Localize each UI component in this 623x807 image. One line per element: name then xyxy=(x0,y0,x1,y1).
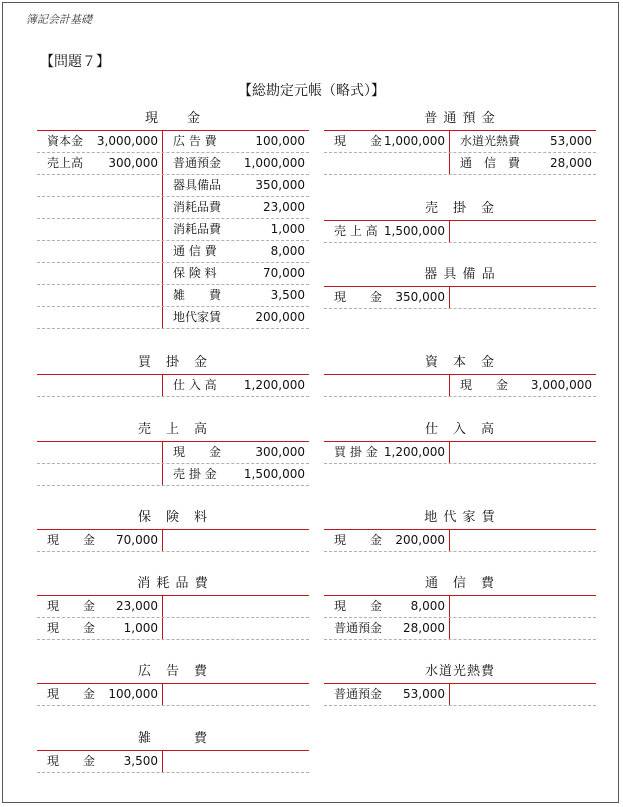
debit-amount: 1,200,000 xyxy=(383,445,445,459)
debit-amount: 8,000 xyxy=(410,599,445,613)
ledger-account-uriage xyxy=(37,419,309,486)
ledger-row xyxy=(37,307,309,329)
ledger-row xyxy=(37,175,309,197)
debit-cell xyxy=(37,175,162,196)
credit-cell xyxy=(163,751,309,772)
ledger-row xyxy=(324,221,596,243)
debit-account-name: 現 金 xyxy=(334,599,383,613)
debit-amount: 23,000 xyxy=(116,599,158,613)
debit-cell xyxy=(37,241,162,262)
debit-account-name: 現 金 xyxy=(334,134,383,148)
debit-cell xyxy=(324,618,449,639)
debit-cell xyxy=(324,684,449,705)
t-account-body xyxy=(37,529,309,552)
account-title: 保 険 料 xyxy=(137,510,208,525)
t-account-body xyxy=(324,374,596,397)
credit-cell xyxy=(163,153,309,174)
debit-account-name: 資本金 xyxy=(47,134,84,148)
ledger-row xyxy=(37,442,309,464)
debit-amount: 70,000 xyxy=(116,533,158,547)
ledger-account-urikake xyxy=(324,198,596,243)
account-title: 現 金 xyxy=(144,111,201,126)
debit-account-name: 売上高 xyxy=(47,156,84,170)
debit-cell xyxy=(37,530,162,551)
credit-account-name: 通 信 費 xyxy=(460,156,521,170)
credit-account-name: 広 告 費 xyxy=(173,134,217,148)
ledger-account-zappi xyxy=(37,728,309,773)
credit-amount: 1,000,000 xyxy=(243,156,305,170)
problem-label: 【問題７】 xyxy=(40,54,110,70)
debit-cell xyxy=(324,287,449,308)
debit-cell xyxy=(37,219,162,240)
ledger-row xyxy=(37,751,309,773)
credit-cell xyxy=(163,131,309,152)
debit-cell xyxy=(37,464,162,485)
credit-amount: 1,500,000 xyxy=(243,467,305,481)
credit-amount: 28,000 xyxy=(550,156,592,170)
credit-cell xyxy=(163,618,309,639)
credit-amount: 70,000 xyxy=(263,266,305,280)
account-title: 広 告 費 xyxy=(137,664,208,679)
debit-cell xyxy=(37,684,162,705)
debit-cell xyxy=(37,263,162,284)
ledger-account-shiire xyxy=(324,419,596,464)
debit-amount: 350,000 xyxy=(395,290,445,304)
ledger-title: 【総勘定元帳（略式）】 xyxy=(238,83,385,99)
t-account-body xyxy=(37,683,309,706)
debit-amount: 200,000 xyxy=(395,533,445,547)
account-title: 通 信 費 xyxy=(424,576,495,591)
credit-amount: 300,000 xyxy=(255,445,305,459)
debit-cell xyxy=(324,153,449,174)
credit-account-name: 保 険 料 xyxy=(173,266,217,280)
ledger-account-hoken xyxy=(37,507,309,552)
credit-account-name: 雑 費 xyxy=(173,288,222,302)
credit-account-name: 水道光熱費 xyxy=(460,134,521,148)
credit-amount: 8,000 xyxy=(270,244,305,258)
ledger-row xyxy=(37,241,309,263)
ledger-row xyxy=(37,618,309,640)
debit-amount: 28,000 xyxy=(403,621,445,635)
debit-account-name: 現 金 xyxy=(47,687,96,701)
t-account-body xyxy=(324,595,596,640)
debit-amount: 100,000 xyxy=(108,687,158,701)
debit-cell xyxy=(324,530,449,551)
credit-amount: 3,500 xyxy=(270,288,305,302)
ledger-row xyxy=(37,596,309,618)
debit-cell xyxy=(324,131,449,152)
ledger-row xyxy=(324,131,596,153)
debit-cell xyxy=(37,131,162,152)
ledger-row xyxy=(37,263,309,285)
debit-account-name: 現 金 xyxy=(334,533,383,547)
credit-account-name: 現 金 xyxy=(173,445,222,459)
credit-cell xyxy=(163,375,309,396)
credit-cell xyxy=(450,287,596,308)
account-title: 消 耗 品 費 xyxy=(137,576,209,591)
ledger-row xyxy=(324,618,596,640)
account-title: 買 掛 金 xyxy=(137,355,208,370)
ledger-row xyxy=(37,219,309,241)
debit-cell xyxy=(37,307,162,328)
t-account-body xyxy=(324,683,596,706)
credit-account-name: 地代家賃 xyxy=(173,310,222,324)
ledger-row xyxy=(324,684,596,706)
credit-amount: 3,000,000 xyxy=(530,378,592,392)
t-account-body xyxy=(37,441,309,486)
ledger-row xyxy=(324,375,596,397)
debit-cell xyxy=(37,285,162,306)
credit-cell xyxy=(163,596,309,617)
debit-account-name: 買 掛 金 xyxy=(334,445,378,459)
credit-cell xyxy=(450,131,596,152)
account-title: 普 通 預 金 xyxy=(424,111,496,126)
credit-amount: 350,000 xyxy=(255,178,305,192)
account-title: 仕 入 高 xyxy=(424,422,495,437)
account-title: 器 具 備 品 xyxy=(424,267,496,282)
ledger-row xyxy=(37,131,309,153)
ledger-row xyxy=(37,197,309,219)
header-note: 簿記会計基礎 xyxy=(26,13,92,26)
ledger-row xyxy=(324,153,596,175)
credit-amount: 200,000 xyxy=(255,310,305,324)
credit-cell xyxy=(450,684,596,705)
credit-cell xyxy=(450,442,596,463)
t-account-body xyxy=(37,130,309,329)
debit-cell xyxy=(324,221,449,242)
debit-amount: 1,000,000 xyxy=(383,134,445,148)
credit-cell xyxy=(163,219,309,240)
t-account-body xyxy=(37,595,309,640)
ledger-row xyxy=(324,287,596,309)
debit-cell xyxy=(37,153,162,174)
t-account-body xyxy=(324,130,596,175)
ledger-row xyxy=(324,596,596,618)
debit-account-name: 普通預金 xyxy=(334,621,383,635)
ledger-account-suido xyxy=(324,661,596,706)
ledger-row xyxy=(324,530,596,552)
debit-account-name: 現 金 xyxy=(47,599,96,613)
debit-amount: 53,000 xyxy=(403,687,445,701)
credit-account-name: 消耗品費 xyxy=(173,222,222,236)
debit-cell xyxy=(37,197,162,218)
credit-amount: 23,000 xyxy=(263,200,305,214)
credit-cell xyxy=(163,464,309,485)
ledger-row xyxy=(37,375,309,397)
t-account-body xyxy=(324,529,596,552)
debit-cell xyxy=(37,375,162,396)
ledger-account-genkin xyxy=(37,108,309,329)
credit-cell xyxy=(450,530,596,551)
credit-account-name: 売 掛 金 xyxy=(173,467,217,481)
debit-amount: 3,000,000 xyxy=(96,134,158,148)
credit-cell xyxy=(163,175,309,196)
debit-amount: 1,500,000 xyxy=(383,224,445,238)
debit-account-name: 現 金 xyxy=(47,533,96,547)
debit-account-name: 現 金 xyxy=(47,621,96,635)
ledger-account-futsu-yokin xyxy=(324,108,596,175)
debit-cell xyxy=(324,596,449,617)
credit-cell xyxy=(163,241,309,262)
credit-account-name: 通 信 費 xyxy=(173,244,217,258)
debit-amount: 1,000 xyxy=(123,621,158,635)
credit-amount: 1,000 xyxy=(270,222,305,236)
credit-account-name: 消耗品費 xyxy=(173,200,222,214)
account-title: 雑 費 xyxy=(137,731,208,746)
debit-account-name: 現 金 xyxy=(47,754,96,768)
debit-cell xyxy=(37,596,162,617)
credit-amount: 1,200,000 xyxy=(243,378,305,392)
credit-cell xyxy=(163,263,309,284)
debit-cell xyxy=(37,618,162,639)
credit-cell xyxy=(163,442,309,463)
t-account-body xyxy=(324,286,596,309)
ledger-account-shomohin xyxy=(37,573,309,640)
account-title: 売 掛 金 xyxy=(424,201,495,216)
account-title: 売 上 高 xyxy=(137,422,208,437)
credit-cell xyxy=(163,307,309,328)
credit-cell xyxy=(163,285,309,306)
debit-cell xyxy=(324,375,449,396)
credit-cell xyxy=(450,618,596,639)
ledger-row xyxy=(37,153,309,175)
credit-cell xyxy=(450,596,596,617)
ledger-row xyxy=(37,285,309,307)
credit-account-name: 普通預金 xyxy=(173,156,222,170)
t-account-body xyxy=(37,750,309,773)
debit-cell xyxy=(37,442,162,463)
credit-cell xyxy=(163,197,309,218)
ledger-account-shihon xyxy=(324,352,596,397)
ledger-account-kokoku xyxy=(37,661,309,706)
credit-amount: 100,000 xyxy=(255,134,305,148)
t-account-body xyxy=(37,374,309,397)
ledger-row xyxy=(324,442,596,464)
ledger-account-chidai xyxy=(324,507,596,552)
credit-account-name: 器具備品 xyxy=(173,178,222,192)
credit-account-name: 仕 入 高 xyxy=(173,378,217,392)
ledger-row xyxy=(37,530,309,552)
credit-cell xyxy=(163,530,309,551)
debit-amount: 3,500 xyxy=(123,754,158,768)
debit-account-name: 売 上 高 xyxy=(334,224,378,238)
credit-cell xyxy=(163,684,309,705)
credit-cell xyxy=(450,375,596,396)
debit-amount: 300,000 xyxy=(108,156,158,170)
ledger-account-kaikake xyxy=(37,352,309,397)
debit-account-name: 現 金 xyxy=(334,290,383,304)
debit-cell xyxy=(37,751,162,772)
t-account-body xyxy=(324,441,596,464)
ledger-row xyxy=(37,464,309,486)
debit-account-name: 普通預金 xyxy=(334,687,383,701)
account-title: 水道光熱費 xyxy=(424,664,495,679)
account-title: 資 本 金 xyxy=(424,355,495,370)
debit-cell xyxy=(324,442,449,463)
credit-amount: 53,000 xyxy=(550,134,592,148)
credit-cell xyxy=(450,221,596,242)
credit-cell xyxy=(450,153,596,174)
ledger-account-kigu-bihin xyxy=(324,264,596,309)
account-title: 地 代 家 賃 xyxy=(424,510,496,525)
credit-account-name: 現 金 xyxy=(460,378,509,392)
ledger-account-tsushin xyxy=(324,573,596,640)
t-account-body xyxy=(324,220,596,243)
ledger-row xyxy=(37,684,309,706)
